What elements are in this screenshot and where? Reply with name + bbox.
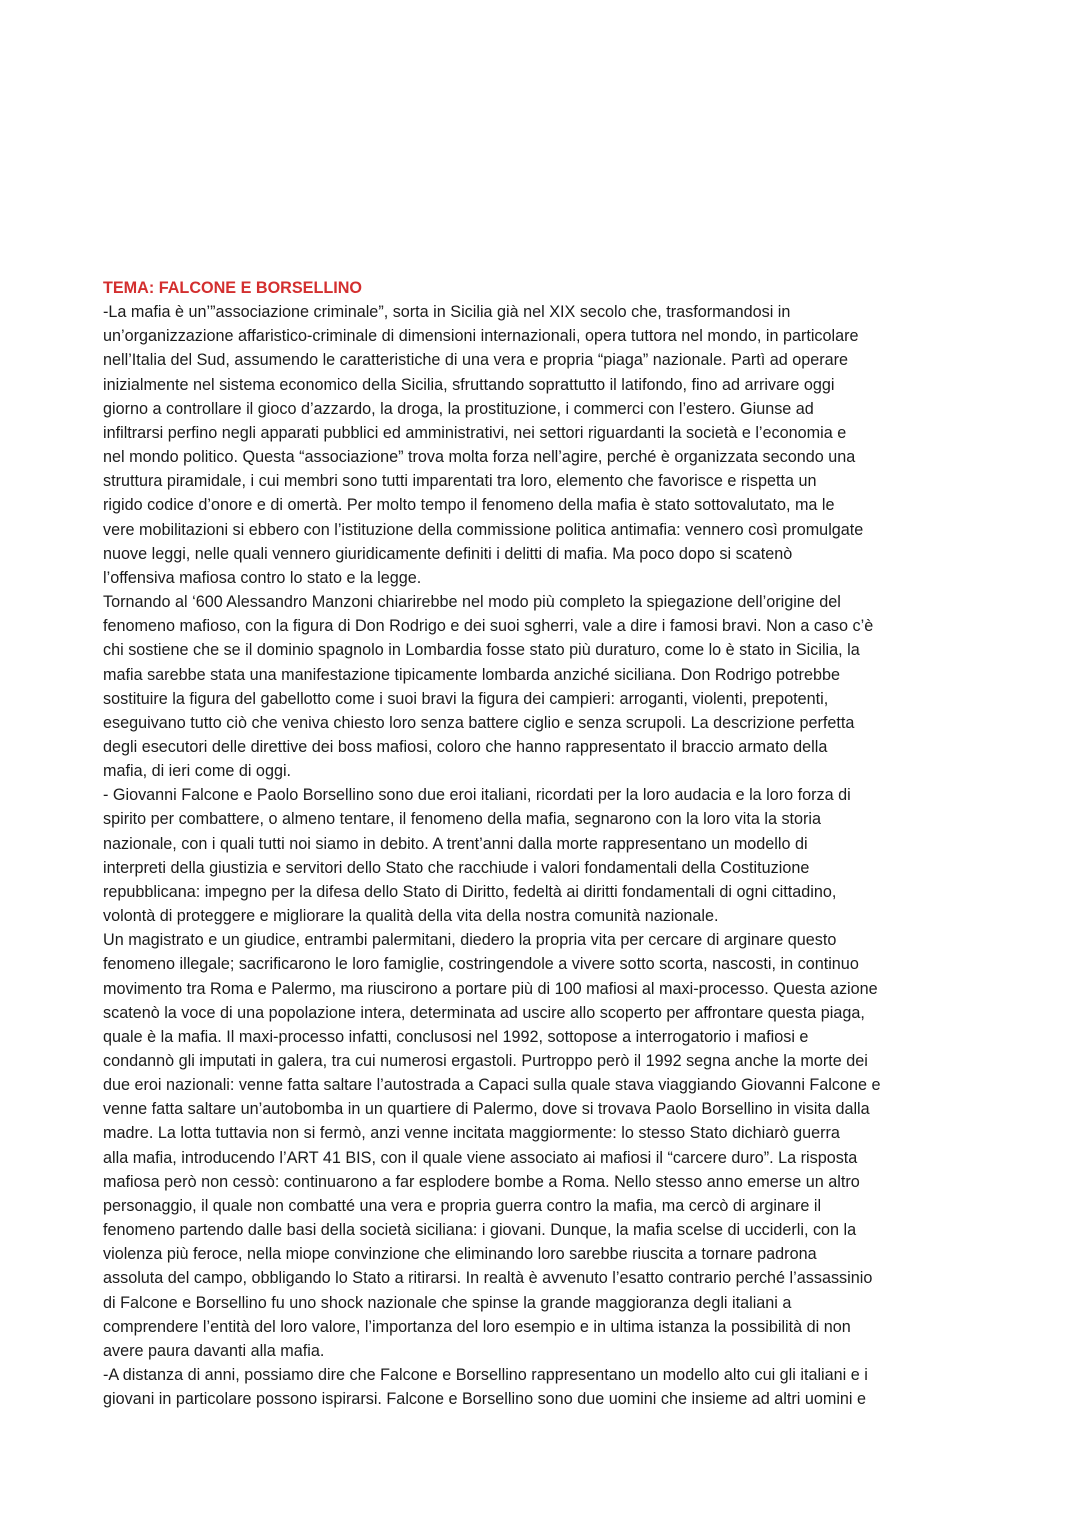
text-line: giovani in particolare possono ispirarsi. Falcone e Borsellino sono due uomini che insieme ad altri uomini e [103, 1390, 867, 1409]
text-line: -A distanza di anni, possiamo dire che Falcone e Borsellino rappresentano un modello alto cui gli italiani e i [103, 1366, 868, 1385]
text-line: fenomeno partendo dalle basi della società siciliana: i giovani. Dunque, la mafia scelse di ucciderli, con la [103, 1221, 857, 1240]
text-line: sostituire la figura del gabellotto come i suoi bravi la figura dei campieri: arroganti, violenti, prepotenti, [103, 689, 829, 708]
text-line: comprendere l’entità del loro valore, l’importanza del loro esempio e in ultima istanza la possibilità di non [103, 1317, 851, 1336]
paragraph [103, 590, 985, 783]
text-line: venne fatta saltare un’autobomba in un quartiere di Palermo, dove si trovava Paolo Borsellino in visita dalla [103, 1100, 870, 1119]
text-line: quale è la mafia. Il maxi-processo infatti, conclusosi nel 1992, sottopose a interrogatorio i mafiosi e [103, 1027, 809, 1046]
text-line: nazionale, con i quali tutti noi siamo in debito. A trent’anni dalla morte rappresentano un modello di [103, 834, 808, 853]
text-line: vere mobilitazioni si ebbero con l’istituzione della commissione politica antimafia: vennero così promulgate [103, 520, 864, 539]
text-line: interpreti della giustizia e servitori dello Stato che racchiude i valori fondamentali della Costituzione [103, 858, 810, 877]
text-line: alla mafia, introducendo l’ART 41 BIS, con il quale viene associato ai mafiosi il “carcere duro”. La risposta [103, 1148, 858, 1167]
text-line: nuove leggi, nelle quali vennero giuridicamente definiti i delitti di mafia. Ma poco dopo si scatenò [103, 544, 793, 563]
document-page [103, 276, 985, 1411]
paragraph [103, 928, 985, 1363]
text-line: volontà di proteggere e migliorare la qualità della vita della nostra comunità nazionale. [103, 907, 719, 926]
text-line: scatenò la voce di una popolazione intera, determinata ad uscire allo scoperto per affrontare questa piaga, [103, 1003, 865, 1022]
text-line: -La mafia è un’”associazione criminale”, sorta in Sicilia già nel XIX secolo che, trasformandosi in [103, 303, 791, 322]
paragraph [103, 783, 985, 928]
text-line: degli esecutori delle direttive dei boss mafiosi, coloro che hanno rappresentato il braccio armato della [103, 737, 828, 756]
text-line: avere paura davanti alla mafia. [103, 1341, 325, 1360]
paragraph [103, 1363, 985, 1411]
text-line: giorno a controllare il gioco d’azzardo, la droga, la prostituzione, i commerci con l’estero. Giunse ad [103, 399, 814, 418]
text-line: un’organizzazione affaristico-criminale di dimensioni internazionali, opera tuttora nel mondo, in particolare [103, 327, 859, 346]
text-line: di Falcone e Borsellino fu uno shock nazionale che spinse la grande maggioranza degli italiani a [103, 1293, 792, 1312]
text-line: condannò gli imputati in galera, tra cui numerosi ergastoli. Purtroppo però il 1992 segna anche la morte dei [103, 1052, 868, 1070]
text-line: mafia sarebbe stata una manifestazione tipicamente lombarda anziché siciliana. Don Rodrigo potrebbe [103, 665, 840, 684]
text-line: fenomeno mafioso, con la figura di Don Rodrigo e dei suoi sgherri, vale a dire i famosi bravi. Non a caso c’è [103, 617, 874, 636]
text-line: repubblicana: impegno per la difesa dello Stato di Diritto, fedeltà ai diritti fondamentali di ogni cittadino, [103, 882, 837, 901]
text-line: inizialmente nel sistema economico della Sicilia, sfruttando soprattutto il latifondo, fino ad arrivare oggi [103, 375, 835, 394]
text-line: movimento tra Roma e Palermo, ma riuscirono a portare più di 100 mafiosi al maxi-processo. Questa azione [103, 979, 878, 998]
text-line: Un magistrato e un giudice, entrambi palermitani, diedero la propria vita per cercare di arginare questo [103, 931, 837, 950]
text-line: fenomeno illegale; sacrificarono le loro famiglie, costringendole a vivere sotto scorta, nascosti, in continuo [103, 955, 859, 974]
text-line: violenza più feroce, nella miope convinzione che eliminando loro sarebbe riuscita a tornare padrona [103, 1245, 817, 1264]
text-line: infiltrarsi perfino negli apparati pubblici ed amministrativi, nei settori riguardanti la società e l’economia e [103, 423, 847, 442]
text-line: madre. La lotta tuttavia non si fermò, anzi venne incitata maggiormente: lo stesso Stato dichiarò guerra [103, 1124, 840, 1143]
text-line: struttura piramidale, i cui membri sono tutti imparentati tra loro, elemento che favorisce e rispetta un [103, 472, 817, 491]
document-body [103, 300, 985, 1411]
text-line: mafiosa però non cessò: continuarono a far esplodere bombe a Roma. Nello stesso anno emerse un altro [103, 1172, 860, 1191]
text-line: due eroi nazionali: venne fatta saltare l’autostrada a Capaci sulla quale stava viaggiando Giovanni Falcone e [103, 1076, 881, 1095]
text-line: spirito per combattere, o almeno tentare, il fenomeno della mafia, segnarono con la loro vita la storia [103, 810, 822, 829]
text-line: l’offensiva mafiosa contro lo stato e la legge. [103, 568, 422, 587]
document-title: TEMA: FALCONE E BORSELLINO [103, 279, 362, 297]
text-line: Tornando al ‘600 Alessandro Manzoni chiarirebbe nel modo più completo la spiegazione dell’origine del [103, 593, 841, 612]
text-line: nell’Italia del Sud, assumendo le caratteristiche di una vera e propria “piaga” nazionale. Partì ad operare [103, 351, 849, 370]
text-line: nel mondo politico. Questa “associazione” trova molta forza nell’agire, perché è organizzata secondo una [103, 448, 856, 467]
paragraph [103, 300, 985, 590]
text-line: eseguivano tutto ciò che veniva chiesto loro senza battere ciglio e senza scrupoli. La descrizione perfetta [103, 713, 855, 732]
text-line: assoluta del campo, obbligando lo Stato a ritirarsi. In realtà è avvenuto l’esatto contrario perché l’assassinio [103, 1269, 873, 1288]
text-line: - Giovanni Falcone e Paolo Borsellino sono due eroi italiani, ricordati per la loro audacia e la loro forza di [103, 786, 851, 805]
text-line: rigido codice d’onore e di omertà. Per molto tempo il fenomeno della mafia è stato sottovalutato, ma le [103, 496, 835, 515]
text-line: mafia, di ieri come di oggi. [103, 762, 292, 781]
text-line: chi sostiene che se il dominio spagnolo in Lombardia fosse stato più duraturo, come lo è stato in Sicilia, la [103, 641, 860, 660]
text-line: personaggio, il quale non combatté una vera e propria guerra contro la mafia, ma cercò di arginare il [103, 1196, 822, 1215]
